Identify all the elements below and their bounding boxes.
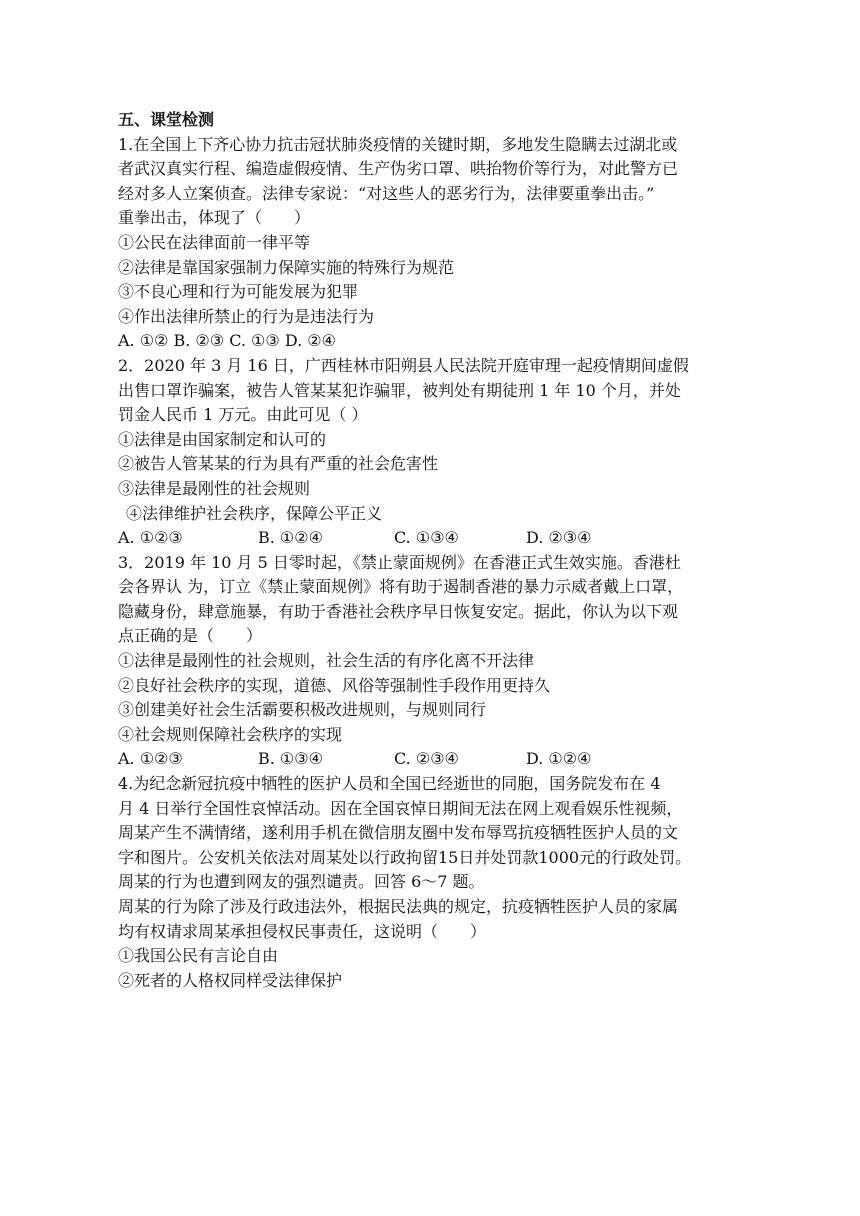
question-text-line: 月 4 日举行全国性哀悼活动。因在全国哀悼日期间无法在网上观看娱乐性视频， [118, 798, 683, 818]
statement-item: ③法律是最刚性的社会规则 [118, 478, 311, 498]
option-b: B. ①③④ [258, 749, 323, 769]
statement-item: ②死者的人格权同样受法律保护 [118, 970, 343, 990]
question-text-line: 重拳出击，体现了（ ） [118, 208, 311, 228]
question-text-line: 会各界认 为，订立《禁止蒙面规例》将有助于遏制香港的暴力示威者戴上口罩， [118, 577, 684, 597]
question-text-line: 隐藏身份，肆意施暴，有助于香港社会秩序早日恢复安定。据此，你认为以下观 [118, 601, 679, 621]
answer-options [118, 747, 738, 772]
question-3 [118, 551, 738, 772]
question-text-line: 周某的行为除了涉及行政违法外，根据民法典的规定，抗疫牺牲医护人员的家属 [118, 897, 679, 916]
statement-item: ①法律是由国家制定和认可的 [118, 429, 327, 449]
option-b: B. ①②④ [258, 528, 323, 548]
question-text-line: 点正确的是（ ） [118, 626, 263, 646]
statement-item: ①法律是最刚性的社会规则，社会生活的有序化离不开法律 [118, 651, 535, 671]
question-text-line: 出售口罩诈骗案，被告人管某某犯诈骗罪，被判处有期徒刑 1 年 10 个月，并处 [118, 380, 681, 400]
statement-item: ②法律是靠国家强制力保障实施的特殊行为规范 [118, 257, 455, 277]
option-a: A. ①②③ [118, 528, 183, 548]
answer-options: A. ①② B. ②③ C. ①③ D. ②④ [118, 331, 336, 351]
statement-item: ②被告人管某某的行为具有严重的社会危害性 [118, 454, 439, 474]
question-2 [118, 354, 738, 551]
option-d: D. ②③④ [526, 528, 592, 548]
statement-item: ③创建美好社会生活霸要积极改进规则，与规则同行 [118, 700, 487, 720]
question-text-line: 4.为纪念新冠抗疫中牺牲的医护人员和全国已经逝世的同胞，国务院发布在 4 [118, 774, 661, 794]
question-text-line: 经对多人立案侦查。法律专家说：“对这些人的恶劣行为，法律要重拳出击。” [118, 183, 655, 203]
option-d: D. ①②④ [526, 749, 592, 769]
statement-item: ④法律维护社会秩序，保障公平正义 [126, 503, 383, 523]
statement-item: ③不良心理和行为可能发展为犯罪 [118, 282, 359, 302]
question-1 [118, 133, 738, 354]
option-a: A. ①②③ [118, 749, 183, 769]
question-text-line: 均有权请求周某承担侵权民事责任，这说明（ ） [118, 921, 487, 941]
answer-options [118, 526, 738, 551]
question-text-line: 2．2020 年 3 月 16 日，广西桂林市阳朔县人民法院开庭审理一起疫情期间虚假 [118, 355, 689, 375]
question-text-line: 字和图片。公安机关依法对周某处以行政拘留15日并处罚款1000元的行政处罚。 [118, 847, 692, 867]
question-text-line: 周某的行为也遭到网友的强烈谴责。回答 6～7 题。 [118, 872, 485, 892]
section-title: 五、课堂检测 [118, 110, 215, 129]
statement-item: ④作出法律所禁止的行为是违法行为 [118, 306, 375, 326]
option-c: C. ①③④ [394, 528, 459, 548]
statement-item: ②良好社会秩序的实现，道德、风俗等强制性手段作用更持久 [118, 675, 551, 695]
statement-item: ①我国公民有言论自由 [118, 946, 279, 966]
question-text-line: 1.在全国上下齐心协力抗击冠状肺炎疫情的关键时期，多地发生隐瞒去过湖北或 [118, 134, 678, 154]
question-text-line: 周某产生不满情绪，遂利用手机在微信朋友圈中发布辱骂抗疫牺牲医护人员的文 [118, 823, 679, 843]
question-4 [118, 772, 738, 993]
question-text-line: 罚金人民币 1 万元。由此可见（ ） [118, 405, 368, 425]
document-page [118, 108, 738, 993]
statement-item: ①公民在法律面前一律平等 [118, 232, 311, 252]
question-text-line: 者武汉真实行程、编造虚假疫情、生产伪劣口罩、哄抬物价等行为，对此警方已 [118, 159, 679, 179]
option-c: C. ②③④ [394, 749, 459, 769]
question-text-line: 3．2019 年 10 月 5 日零时起，《禁止蒙面规例》在香港正式生效实施。香港杜 [118, 552, 681, 572]
statement-item: ④社会规则保障社会秩序的实现 [118, 724, 343, 744]
